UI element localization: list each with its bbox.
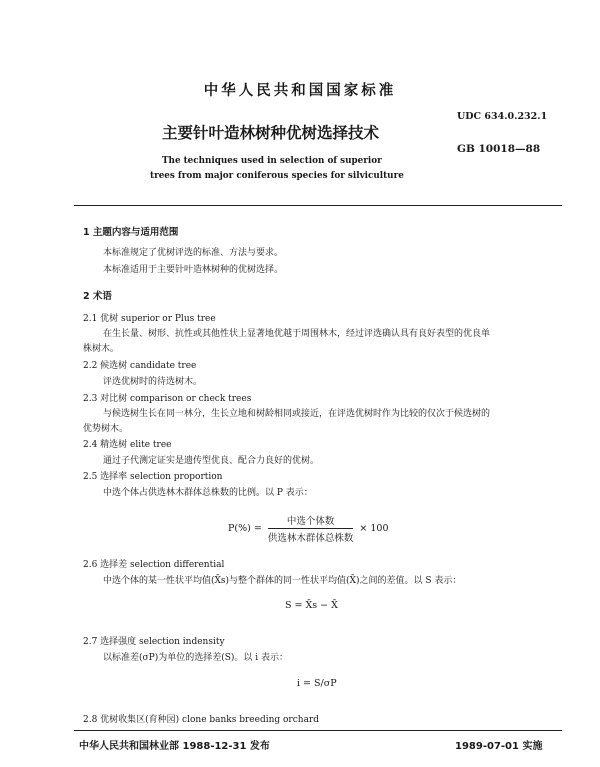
- document-title-zh: 主要针叶造林树种优树选择技术: [162, 124, 380, 142]
- standard-title: 中华人民共和国国家标准: [203, 83, 397, 99]
- term-2-1: 2.1 优树 superior or Plus tree: [83, 314, 216, 324]
- term-2-1-definition-line2: 株树木。: [83, 344, 120, 354]
- term-2-2-definition: 评选优树时的待选树木。: [103, 377, 203, 387]
- section-1-paragraph-1: 本标准规定了优树评选的标准、方法与要求。: [103, 248, 284, 258]
- term-2-3-definition-line1: 与候选树生长在同一林分，生长立地和树龄相同或接近，在评选优树时作为比较的仅次于候选树的: [103, 409, 491, 419]
- formula-numerator: 中选个体数: [268, 513, 354, 529]
- formula-rhs: × 100: [359, 523, 389, 534]
- term-2-3-definition-line2: 优势树木。: [83, 424, 129, 434]
- section-1-heading: 1 主题内容与适用范围: [83, 227, 179, 238]
- footer-divider: [74, 730, 562, 731]
- document-title-en-line1: The techniques used in selection of superior: [162, 156, 382, 166]
- term-2-5-definition: 中选个体占供选林木群体总株数的比例。以 P 表示：: [103, 488, 313, 498]
- term-2-1-definition-line1: 在生长量、树形、抗性或其他性状上显著地优越于周围林木，经过评选确认具有良好表型的优良单: [103, 329, 491, 339]
- term-2-6: 2.6 选择差 selection differential: [83, 560, 225, 570]
- udc-code: UDC 634.0.232.1: [457, 111, 548, 122]
- gb-number: GB 10018—88: [457, 143, 541, 155]
- header-divider: [74, 205, 562, 206]
- term-2-8: 2.8 优树收集区(育种园) clone banks breeding orchard: [83, 715, 319, 725]
- term-2-4: 2.4 精选树 elite tree: [83, 440, 172, 450]
- selection-proportion-formula: [228, 513, 389, 544]
- document-title-en-line2: trees from major coniferous species for silviculture: [150, 171, 404, 181]
- term-2-7: 2.7 选择强度 selection indensity: [83, 637, 225, 647]
- term-2-6-definition: 中选个体的某一性状平均值(X̄s)与整个群体的同一性状平均值(X̄)之间的差值。以 S 表示：: [103, 576, 462, 586]
- formula-lhs: P(%) =: [228, 523, 262, 534]
- section-2-heading: 2 术语: [83, 291, 112, 302]
- term-2-3: 2.3 对比树 comparison or check trees: [83, 394, 252, 404]
- term-2-5: 2.5 选择率 selection proportion: [83, 472, 223, 482]
- selection-differential-formula: S = X̄s − X̄: [285, 600, 338, 611]
- term-2-7-definition: 以标准差(σP)为单位的选择差(S)。以 i 表示：: [103, 653, 289, 663]
- issue-date: 中华人民共和国林业部 1988-12-31 发布: [79, 741, 270, 752]
- formula-fraction: [268, 513, 354, 544]
- term-2-2: 2.2 候选树 candidate tree: [83, 361, 197, 371]
- effective-date: 1989-07-01 实施: [455, 741, 543, 752]
- formula-denominator: 供选林木群体总株数: [267, 533, 354, 544]
- term-2-4-definition: 通过子代测定证实是遗传型优良、配合力良好的优树。: [103, 456, 320, 466]
- selection-intensity-formula: i = S/σP: [297, 678, 337, 689]
- section-1-paragraph-2: 本标准适用于主要针叶造林树种的优树选择。: [103, 265, 284, 275]
